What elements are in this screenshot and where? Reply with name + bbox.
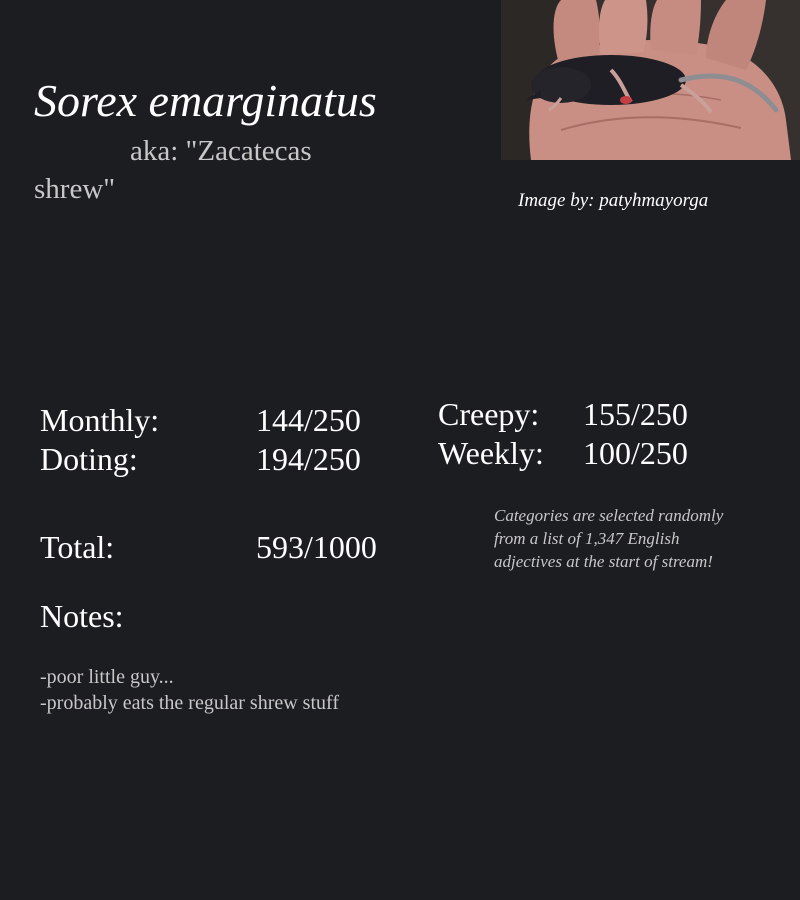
stat-value-creepy: 155/250: [583, 396, 688, 432]
stat-label-weekly: Weekly:: [438, 435, 544, 471]
image-credit: Image by: patyhmayorga: [518, 190, 709, 211]
total-label: Total:: [40, 529, 115, 565]
notes-list: [40, 664, 339, 716]
stat-label-doting: Doting:: [40, 441, 138, 477]
note-item: -poor little guy...: [40, 666, 174, 688]
stat-label-creepy: Creepy:: [438, 396, 540, 432]
note-item: -probably eats the regular shrew stuff: [40, 692, 339, 714]
shrew-on-hand-image: [501, 0, 800, 160]
common-name: aka: "Zacatecas shrew": [34, 135, 312, 205]
total-value: 593/1000: [256, 529, 377, 565]
shrew-photo: [501, 0, 800, 160]
species-name: Sorex emarginatus: [34, 75, 377, 126]
stat-label-monthly: Monthly:: [40, 402, 160, 438]
categories-note: Categories are selected randomly from a list of 1,347 English adjectives at the start of stream!: [494, 506, 724, 571]
stat-value-weekly: 100/250: [583, 435, 688, 471]
stat-value-monthly: 144/250: [256, 402, 361, 438]
notes-heading: Notes:: [40, 598, 124, 634]
stat-value-doting: 194/250: [256, 441, 361, 477]
